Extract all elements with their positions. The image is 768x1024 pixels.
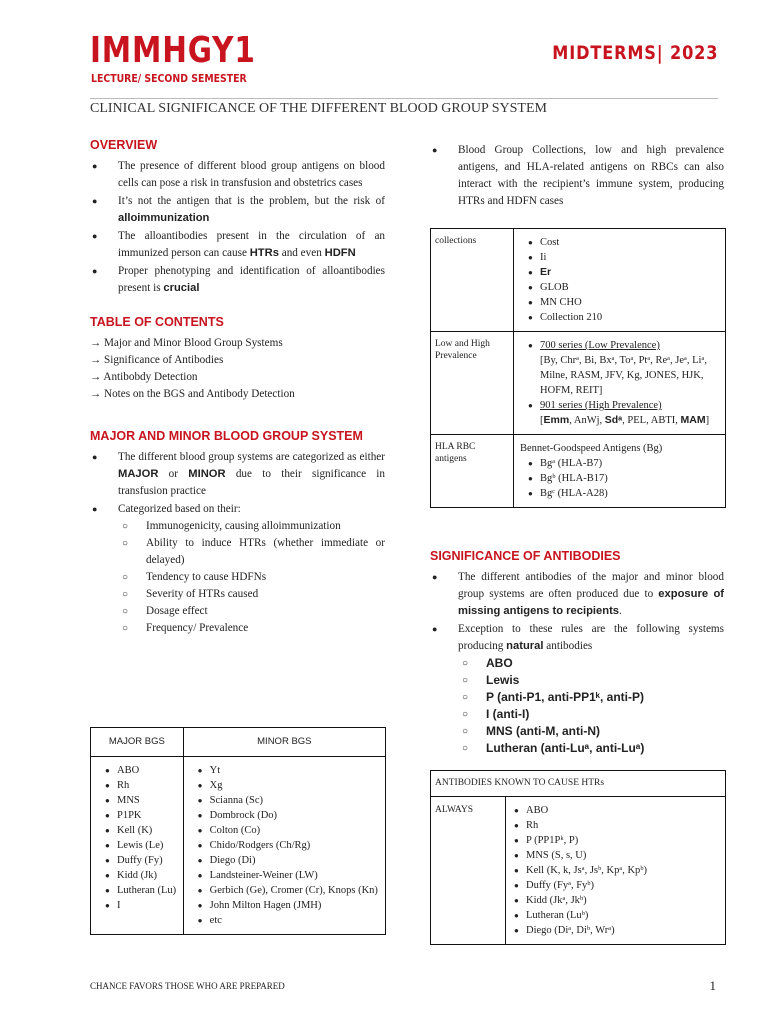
- minor-bgs-list: [198, 763, 379, 928]
- list-item: ● Duffy (Fyᵃ, Fyᵇ): [514, 878, 719, 893]
- htr-table: [430, 770, 726, 945]
- list-item: ● The different antibodies of the major and minor blood group systems are often produced due to exposure of missing antigens to recipients.: [430, 569, 724, 620]
- list-item: ● Lutheran (Luᵇ): [514, 908, 719, 923]
- list-item: ● ABO: [105, 763, 177, 778]
- list-item: ● Rh: [105, 778, 177, 793]
- minor-bgs-cell: [183, 757, 385, 935]
- major-minor-list: [90, 449, 385, 637]
- collections-label: collections: [431, 229, 514, 332]
- list-item: ● Xg: [198, 778, 379, 793]
- list-item: ● Gerbich (Ge), Cromer (Cr), Knops (Kn): [198, 883, 379, 898]
- list-item: ● ABO: [514, 803, 719, 818]
- list-item: ● Er: [528, 265, 719, 280]
- overview-list: [90, 158, 385, 297]
- list-item: ● Lewis (Le): [105, 838, 177, 853]
- list-item: ● I: [105, 898, 177, 913]
- htr-list: [514, 803, 719, 938]
- list-item: ● Kell (K): [105, 823, 177, 838]
- collections-intro-list: [430, 142, 724, 210]
- list-item: ● Categorized based on their: ○ Immunogenicity, causing alloimmunization ○ Ability to induce HTRs (whether immediate or delayed) ○ Tendency to cause HDFNs ○ Severity of HTRs caused ○ Dosage effect ○ Frequency/ Prevalence: [90, 501, 385, 637]
- significance-section: [430, 548, 724, 758]
- list-item: ● MNS: [105, 793, 177, 808]
- toc-item[interactable]: → Antibobdy Detection: [90, 371, 198, 383]
- major-bgs-header: MAJOR BGS: [91, 728, 184, 757]
- prevalence-cell: [514, 332, 726, 435]
- criteria-item: ○ Ability to induce HTRs (whether immediate or delayed): [118, 535, 385, 569]
- bgs-table: [90, 727, 386, 935]
- list-item: ○ Lewis: [458, 672, 724, 689]
- list-item: ○ Lutheran (anti-Luᵃ, anti-Luᵃ): [458, 740, 724, 757]
- exam-label: MIDTERMS| 2023: [551, 42, 718, 64]
- toc-list: [90, 335, 385, 403]
- htr-cell: [506, 797, 726, 945]
- list-item: ● The alloantibodies present in the circulation of an immunized person can cause HTRs and even HDFN: [90, 228, 385, 262]
- list-item: ● Bgᶜ (HLA-A28): [528, 486, 719, 501]
- list-item: ○ P (anti-P1, anti-PP1ᵏ, anti-P): [458, 689, 724, 706]
- left-column: [90, 137, 385, 638]
- collections-list: [528, 235, 719, 325]
- significance-heading: SIGNIFICANCE OF ANTIBODIES: [430, 549, 621, 563]
- list-item: ○ I (anti-I): [458, 706, 724, 723]
- minor-bgs-header: MINOR BGS: [183, 728, 385, 757]
- list-item: ● The different blood group systems are categorized as either MAJOR or MINOR due to their significance in transfusion practice: [90, 449, 385, 500]
- document-title: CLINICAL SIGNIFICANCE OF THE DIFFERENT BLOOD GROUP SYSTEM: [90, 101, 547, 116]
- list-item: ● Kell (K, k, Jsᵃ, Jsᵇ, Kpᵃ, Kpᵇ): [514, 863, 719, 878]
- right-column: [430, 142, 724, 211]
- bg-title: Bennet-Goodspeed Antigens (Bg): [520, 443, 663, 454]
- list-item: ○ MNS (anti-M, anti-N): [458, 723, 724, 740]
- collections-table: [430, 228, 726, 508]
- list-item: ● Bgᵇ (HLA-B17): [528, 471, 719, 486]
- criteria-item: ○ Dosage effect: [118, 603, 385, 620]
- hla-label: HLA RBC antigens: [431, 435, 514, 508]
- list-item: ● Colton (Co): [198, 823, 379, 838]
- natural-antibodies-list: [458, 655, 724, 757]
- page-number: 1: [709, 978, 716, 993]
- list-item: ● 901 series (High Prevalence) [Emm, AnWj, Sdᵃ, PEL, ABTI, MAM]: [528, 398, 719, 428]
- list-item: ● Yt: [198, 763, 379, 778]
- list-item: ● Dombrock (Do): [198, 808, 379, 823]
- prevalence-label: Low and High Prevalence: [431, 332, 514, 435]
- list-item: ● Proper phenotyping and identification of alloantibodies present is crucial: [90, 263, 385, 297]
- list-item: ● Kidd (Jk): [105, 868, 177, 883]
- overview-heading: OVERVIEW: [90, 138, 158, 152]
- toc-item[interactable]: → Notes on the BGS and Antibody Detection: [90, 388, 295, 400]
- criteria-item: ○ Frequency/ Prevalence: [118, 620, 385, 637]
- list-item: ● 700 series (Low Prevalence) [By, Chrᵃ, Bi, Bxᵃ, Toᵃ, Ptᵃ, Reᵃ, Jeᵃ, Liᵃ, Milne, RASM, JFV, Kg, JONES, HJK, HOFM, REIT]: [528, 338, 719, 398]
- list-item: ● Duffy (Fy): [105, 853, 177, 868]
- toc-item[interactable]: → Significance of Antibodies: [90, 354, 224, 366]
- list-item: ● Landsteiner-Weiner (LW): [198, 868, 379, 883]
- major-bgs-list: [105, 763, 177, 913]
- course-title: IMMHGY1: [90, 30, 256, 71]
- criteria-item: ○ Severity of HTRs caused: [118, 586, 385, 603]
- htr-table-header: ANTIBODIES KNOWN TO CAUSE HTRs: [431, 771, 726, 797]
- toc-item[interactable]: → Major and Minor Blood Group Systems: [90, 337, 283, 349]
- divider: [90, 98, 718, 99]
- criteria-item: ○ Immunogenicity, causing alloimmunization: [118, 518, 385, 535]
- list-item: ● It’s not the antigen that is the problem, but the risk of alloimmunization: [90, 193, 385, 227]
- list-item: ● etc: [198, 913, 379, 928]
- prevalence-list: [528, 338, 719, 428]
- criteria-list: [118, 518, 385, 637]
- list-item: ● Kidd (Jkᵃ, Jkᵇ): [514, 893, 719, 908]
- list-item: ● MN CHO: [528, 295, 719, 310]
- list-item: ● GLOB: [528, 280, 719, 295]
- hla-cell: [514, 435, 726, 508]
- list-item: ● P (PP1Pᵏ, P): [514, 833, 719, 848]
- list-item: ● The presence of different blood group antigens on blood cells can pose a risk in transfusion and obstetrics cases: [90, 158, 385, 192]
- list-item: ● Bgᵃ (HLA-B7): [528, 456, 719, 471]
- list-item: ● Lutheran (Lu): [105, 883, 177, 898]
- htr-always-label: ALWAYS: [431, 797, 506, 945]
- significance-list: [430, 569, 724, 757]
- list-item: ● Diego (Diᵃ, Diᵇ, Wrᵃ): [514, 923, 719, 938]
- course-subtitle: LECTURE/ SECOND SEMESTER: [91, 72, 247, 85]
- list-item: ● Chido/Rodgers (Ch/Rg): [198, 838, 379, 853]
- major-minor-heading: MAJOR AND MINOR BLOOD GROUP SYSTEM: [90, 429, 363, 443]
- criteria-item: ○ Tendency to cause HDFNs: [118, 569, 385, 586]
- list-item: ● MNS (S, s, U): [514, 848, 719, 863]
- list-item: ● Rh: [514, 818, 719, 833]
- list-item: ● Cost: [528, 235, 719, 250]
- collections-cell: [514, 229, 726, 332]
- list-item: ● Exception to these rules are the following systems producing natural antibodies ○ ABO ○ Lewis ○ P (anti-P1, anti-PP1ᵏ, anti-P) ○ I (anti-I) ○ MNS (anti-M, anti-N) ○ Lutheran (anti-Luᵃ, anti-Luᵃ): [430, 621, 724, 757]
- list-item: ● Blood Group Collections, low and high prevalence antigens, and HLA-related antigens on RBCs can also interact with the recipient’s immune system, producing HTRs and HDFN cases: [430, 142, 724, 210]
- list-item: ● John Milton Hagen (JMH): [198, 898, 379, 913]
- footer-motto: CHANCE FAVORS THOSE WHO ARE PREPARED: [90, 981, 285, 991]
- list-item: ● Diego (Di): [198, 853, 379, 868]
- list-item: ● Ii: [528, 250, 719, 265]
- hla-list: [520, 456, 719, 501]
- list-item: ● Collection 210: [528, 310, 719, 325]
- list-item: ○ ABO: [458, 655, 724, 672]
- list-item: ● P1PK: [105, 808, 177, 823]
- toc-heading: TABLE OF CONTENTS: [90, 315, 224, 329]
- major-bgs-cell: [91, 757, 184, 935]
- list-item: ● Scianna (Sc): [198, 793, 379, 808]
